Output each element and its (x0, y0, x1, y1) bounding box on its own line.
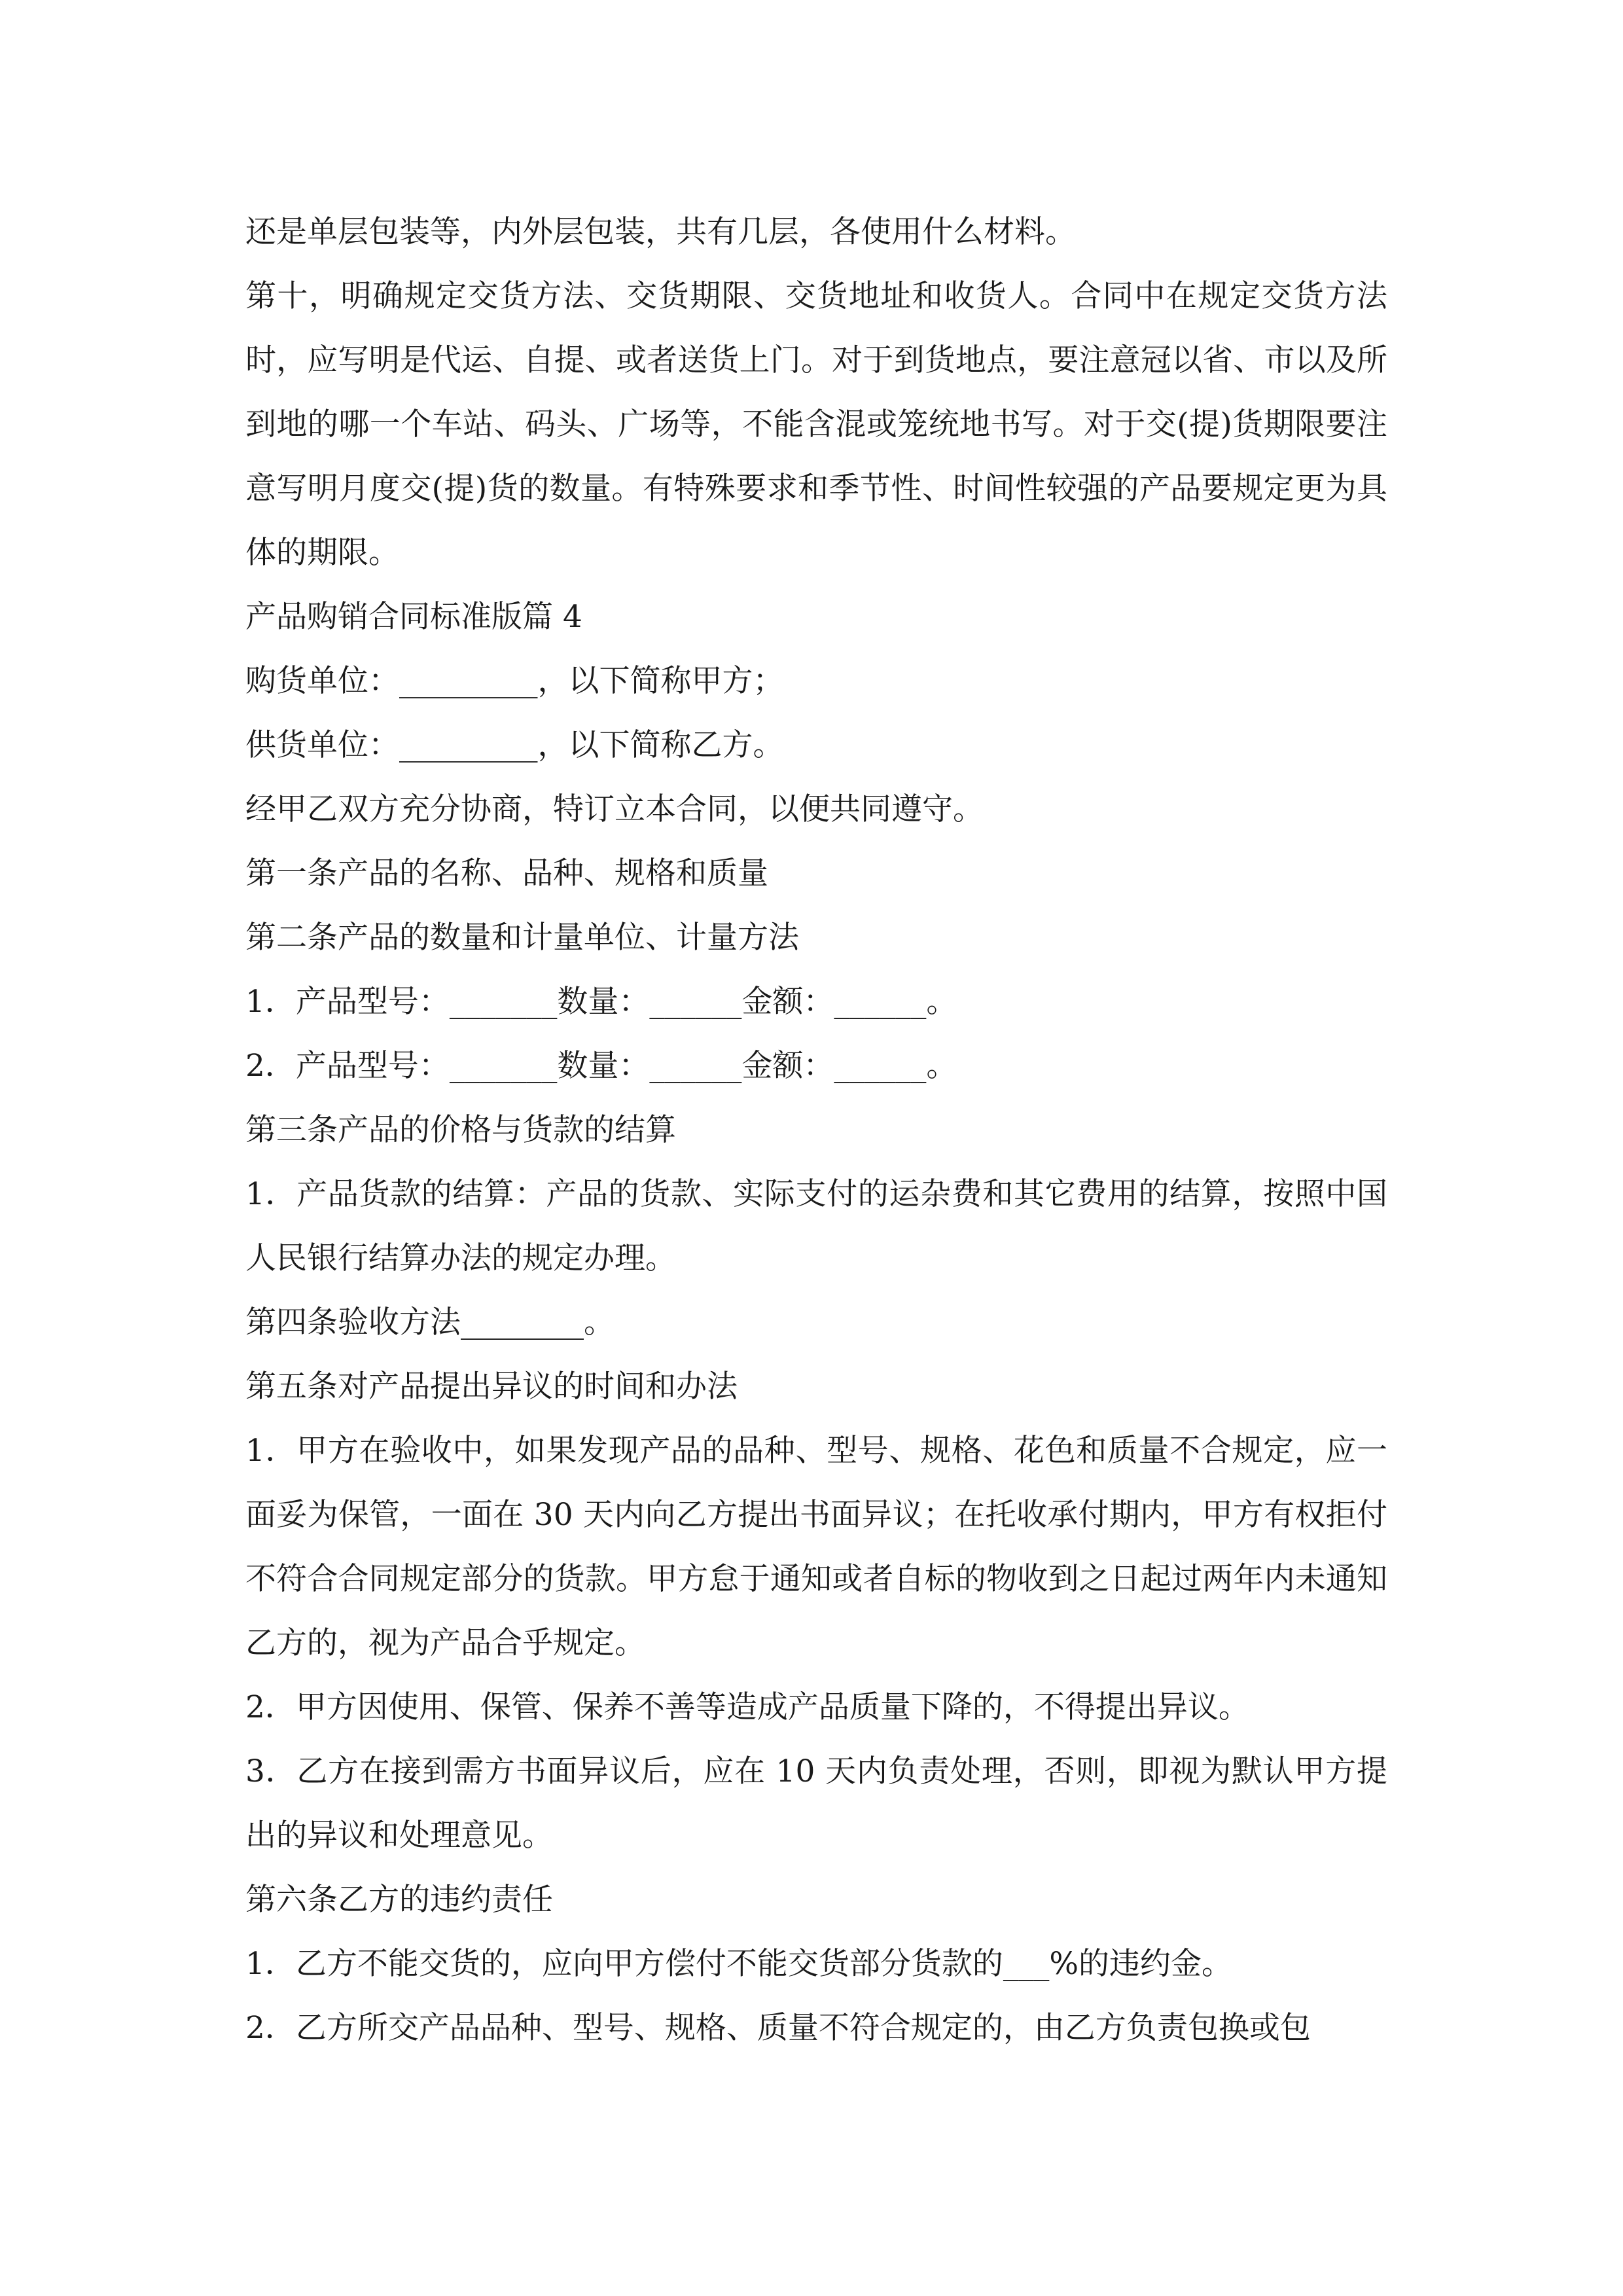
product-line-1: 1．产品型号：_______数量：______金额：______。 (245, 984, 957, 1020)
article-six-item-1: 1．乙方不能交货的，应向甲方偿付不能交货部分货款的___%的违约金。 (245, 1946, 1233, 1982)
section-heading: 产品购销合同标准版篇 4 (245, 599, 582, 635)
article-two-heading: 第二条产品的数量和计量单位、计量方法 (245, 920, 799, 956)
article-five-item-2: 2．甲方因使用、保管、保养不善等造成产品质量下降的，不得提出异议。 (245, 1689, 1249, 1725)
paragraph-clause-ten: 第十，明确规定交货方法、交货期限、交货地址和收货人。合同中在规定交货方法时，应写明是代运、自提、或者送货上门。对于到货地点，要注意冠以省、市以及所到地的哪一个车站、码头、广场等，不能含混或笼统地书写。对于交(提)货期限要注意写明月度交(提)货的数量。有特殊要求和季节性、时间性较强的产品要规定更为具体的期限。 (245, 278, 1387, 571)
supplier-line: 供货单位：_________，以下简称乙方。 (245, 727, 784, 763)
article-five-item-3: 3．乙方在接到需方书面异议后，应在 10 天内负责处理，否则，即视为默认甲方提出的异议和处理意见。 (245, 1753, 1387, 1854)
article-one-heading: 第一条产品的名称、品种、规格和质量 (245, 855, 768, 891)
product-line-2: 2．产品型号：_______数量：______金额：______。 (245, 1048, 957, 1084)
article-four-heading: 第四条验收方法________。 (245, 1304, 615, 1340)
article-five-item-1: 1．甲方在验收中，如果发现产品的品种、型号、规格、花色和质量不合规定，应一面妥为保管，一面在 30 天内向乙方提出书面异议；在托收承付期内，甲方有权拒付不符合合同规定部分的货款。甲方怠于通知或者自标的物收到之日起过两年内未通知乙方的，视为产品合乎规定。 (245, 1433, 1387, 1661)
article-six-heading: 第六条乙方的违约责任 (245, 1882, 553, 1918)
buyer-line: 购货单位：_________，以下简称甲方； (245, 663, 784, 699)
article-three-item-1: 1．产品货款的结算：产品的货款、实际支付的运杂费和其它费用的结算，按照中国人民银行结算办法的规定办理。 (245, 1176, 1387, 1276)
agreement-intro: 经甲乙双方充分协商，特订立本合同，以便共同遵守。 (245, 791, 984, 827)
document-body (245, 200, 1387, 2060)
article-three-heading: 第三条产品的价格与货款的结算 (245, 1112, 676, 1148)
paragraph-packaging-continued: 还是单层包装等，内外层包装，共有几层，各使用什么材料。 (245, 214, 1076, 250)
article-five-heading: 第五条对产品提出异议的时间和办法 (245, 1369, 738, 1405)
article-six-item-2: 2．乙方所交产品品种、型号、规格、质量不符合规定的，由乙方负责包换或包 (245, 2010, 1311, 2046)
